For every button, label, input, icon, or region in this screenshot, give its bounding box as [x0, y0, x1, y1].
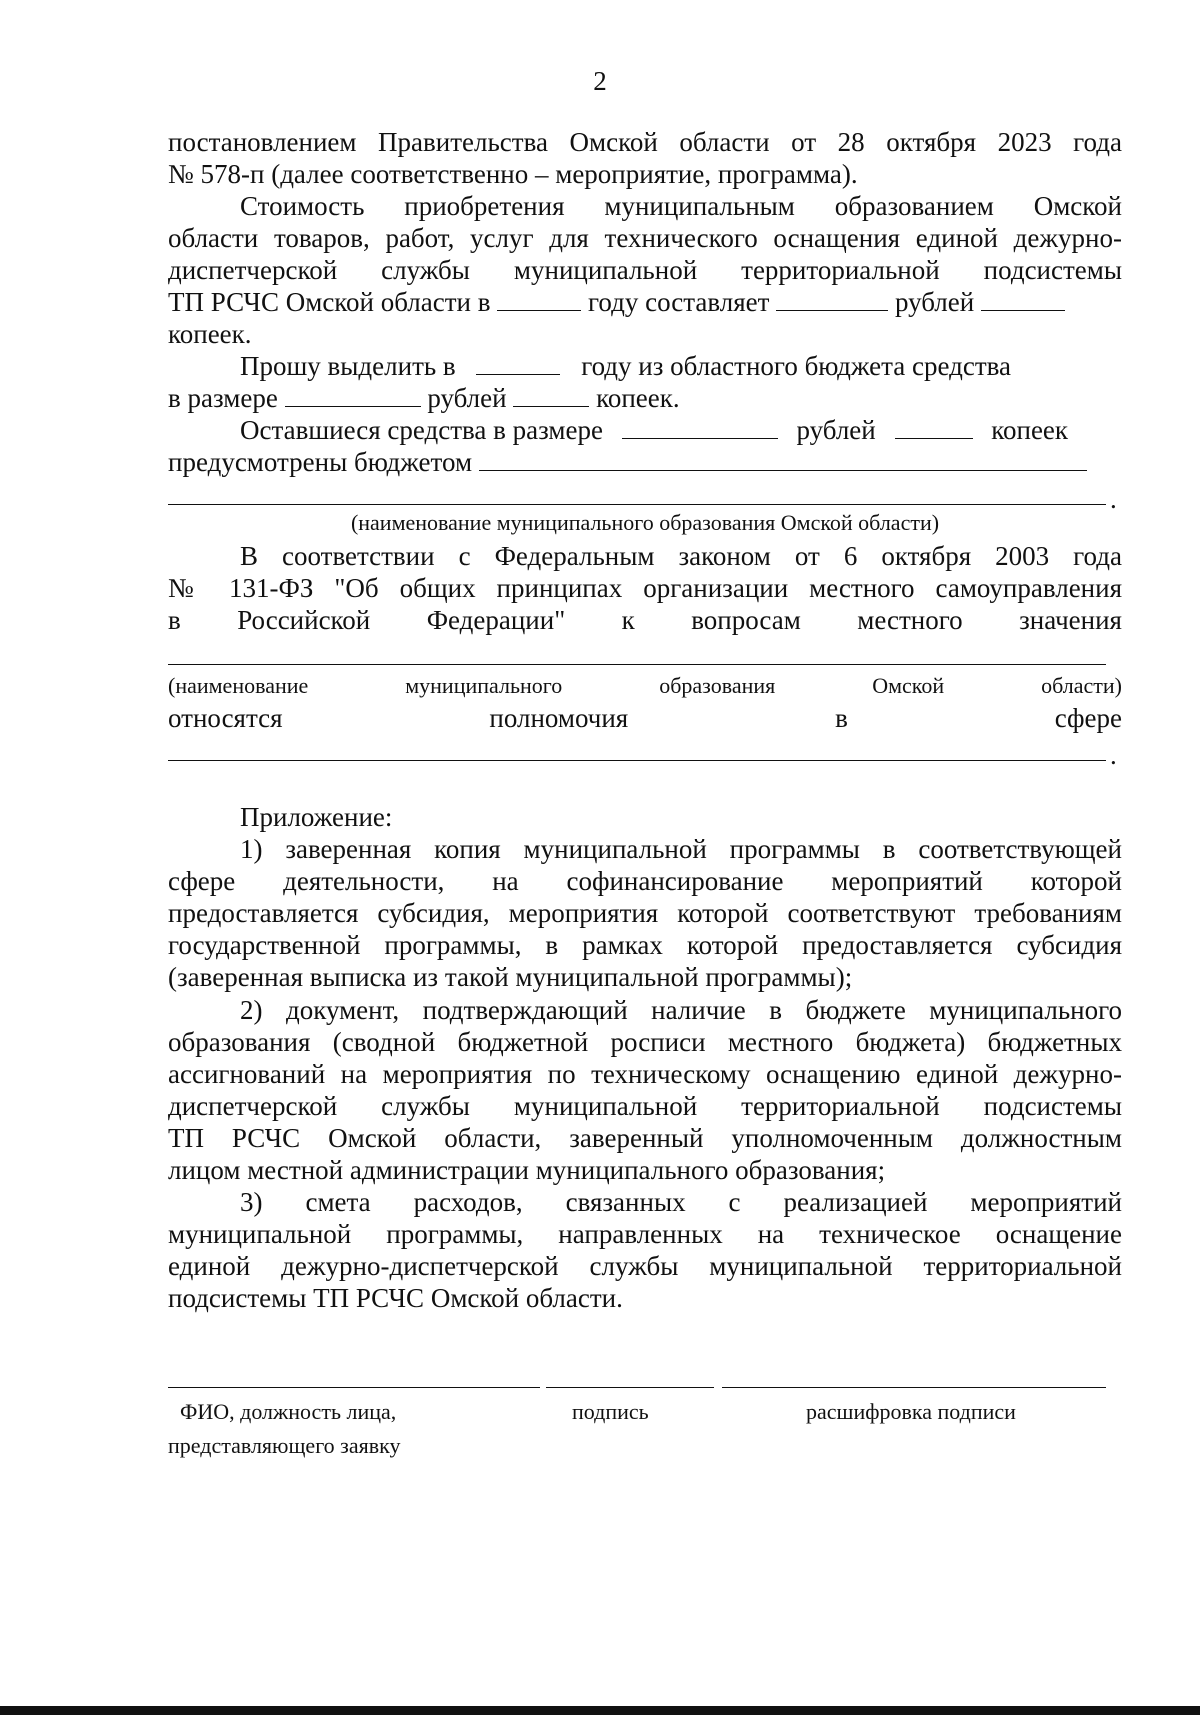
- signature-decode-line[interactable]: [722, 1387, 1106, 1388]
- text-line: единой дежурно-диспетчерской службы муниципальной территориальной: [168, 1251, 1122, 1281]
- text-line: ТП РСЧС Омской области, заверенный уполномоченным должностным: [168, 1123, 1122, 1153]
- text-fragment: ТП РСЧС Омской области в: [168, 287, 491, 317]
- text-line: лицом местной администрации муниципального образования;: [168, 1155, 886, 1185]
- word: относятся: [168, 703, 283, 733]
- text-line: государственной программы, в рамках которой предоставляется субсидия: [168, 930, 1122, 960]
- signature-fio-label: ФИО, должность лица,: [180, 1399, 397, 1424]
- signature-sign-label: подпись: [572, 1399, 649, 1424]
- word: образования: [659, 673, 776, 698]
- blank-kopecks-field[interactable]: [895, 416, 973, 439]
- word: (наименование: [168, 673, 309, 698]
- word: к: [621, 605, 635, 635]
- word: Федерации": [426, 605, 566, 635]
- field-caption: [168, 670, 1122, 702]
- text-line: копеек.: [168, 319, 252, 349]
- text-line: № 131-ФЗ "Об общих принципах организации местного самоуправления: [168, 573, 1122, 603]
- text-fragment: году из областного бюджета средства: [581, 351, 1011, 381]
- blank-year-field[interactable]: [497, 288, 581, 311]
- text-fragment: Оставшиеся средства в размере: [240, 415, 603, 445]
- text-line: № 578-п (далее соответственно – мероприятие, программа).: [168, 159, 858, 189]
- text-fragment: предусмотрены бюджетом: [168, 447, 473, 477]
- word: полномочия: [489, 703, 629, 733]
- period: .: [1110, 740, 1117, 770]
- blank-budget-field[interactable]: [479, 448, 1087, 471]
- text-line: муниципальной программы, направленных на техническое оснащение: [168, 1219, 1122, 1249]
- blank-rubles-field[interactable]: [776, 288, 888, 311]
- text-line: В соответствии с Федеральным законом от 6 октября 2003 года: [240, 541, 1122, 571]
- period: .: [1110, 484, 1117, 514]
- word: Омской: [872, 673, 945, 698]
- field-caption: (наименование муниципального образования Омской области): [350, 510, 940, 535]
- text-line: области товаров, работ, услуг для технического оснащения единой дежурно-: [168, 223, 1122, 253]
- word: местного: [857, 605, 963, 635]
- text-fragment: году составляет: [588, 287, 770, 317]
- blank-kopecks-field[interactable]: [981, 288, 1065, 311]
- signature-fio-label: представляющего заявку: [168, 1433, 401, 1458]
- word: области): [1041, 673, 1122, 698]
- word: в: [835, 703, 848, 733]
- blank-year-field[interactable]: [476, 352, 560, 375]
- text-line: образования (сводной бюджетной росписи местного бюджета) бюджетных: [168, 1027, 1122, 1057]
- text-line: постановлением Правительства Омской области от 28 октября 2023 года: [168, 127, 1122, 157]
- text-line: 3) смета расходов, связанных с реализацией мероприятий: [240, 1187, 1122, 1217]
- text-line: [240, 414, 1122, 446]
- text-line: сфере деятельности, на софинансирование мероприятий которой: [168, 866, 1122, 896]
- appendix-title: Приложение:: [240, 802, 393, 832]
- word: сфере: [1054, 703, 1122, 733]
- blank-rubles-field[interactable]: [285, 384, 421, 407]
- text-fragment: рублей: [796, 415, 876, 445]
- text-line: Стоимость приобретения муниципальным образованием Омской: [240, 191, 1122, 221]
- text-line: 1) заверенная копия муниципальной программы в соответствующей: [240, 834, 1122, 864]
- text-line: диспетчерской службы муниципальной территориальной подсистемы: [168, 1091, 1122, 1121]
- text-fragment: Прошу выделить в: [240, 351, 456, 381]
- signature-name-line[interactable]: [168, 1387, 540, 1388]
- text-fragment: рублей: [894, 287, 975, 317]
- word: значения: [1019, 605, 1122, 635]
- page-number: 2: [593, 66, 607, 96]
- text-line: предоставляется субсидия, мероприятия которой соответствуют требованиям: [168, 898, 1122, 928]
- text-fragment: копеек: [991, 415, 1069, 445]
- signature-sign-line[interactable]: [546, 1387, 714, 1388]
- text-line: [168, 446, 1122, 478]
- text-line: [168, 286, 1122, 318]
- word: муниципального: [405, 673, 563, 698]
- text-line: [168, 382, 1122, 414]
- word: в: [168, 605, 181, 635]
- word: Российской: [237, 605, 371, 635]
- blank-rubles-field[interactable]: [622, 416, 778, 439]
- text-line: (заверенная выписка из такой муниципальной программы);: [168, 962, 853, 992]
- word: вопросам: [691, 605, 801, 635]
- blank-municipality-line[interactable]: [168, 504, 1106, 505]
- text-line: 2) документ, подтверждающий наличие в бюджете муниципального: [240, 995, 1122, 1025]
- text-fragment: копеек.: [596, 383, 680, 413]
- blank-sphere-line[interactable]: [168, 760, 1106, 761]
- text-line: подсистемы ТП РСЧС Омской области.: [168, 1283, 623, 1313]
- blank-municipality-line[interactable]: [168, 664, 1106, 665]
- text-line: ассигнований на мероприятия по техническому оснащению единой дежурно-: [168, 1059, 1122, 1089]
- page-bottom-edge: [0, 1706, 1200, 1715]
- text-line: [168, 702, 1122, 734]
- text-fragment: в размере: [168, 383, 278, 413]
- text-line: [168, 604, 1122, 636]
- text-line: диспетчерской службы муниципальной территориальной подсистемы: [168, 255, 1122, 285]
- text-fragment: рублей: [427, 383, 507, 413]
- text-line: [240, 350, 1122, 382]
- blank-kopecks-field[interactable]: [513, 384, 589, 407]
- signature-decode-label: расшифровка подписи: [806, 1399, 1016, 1424]
